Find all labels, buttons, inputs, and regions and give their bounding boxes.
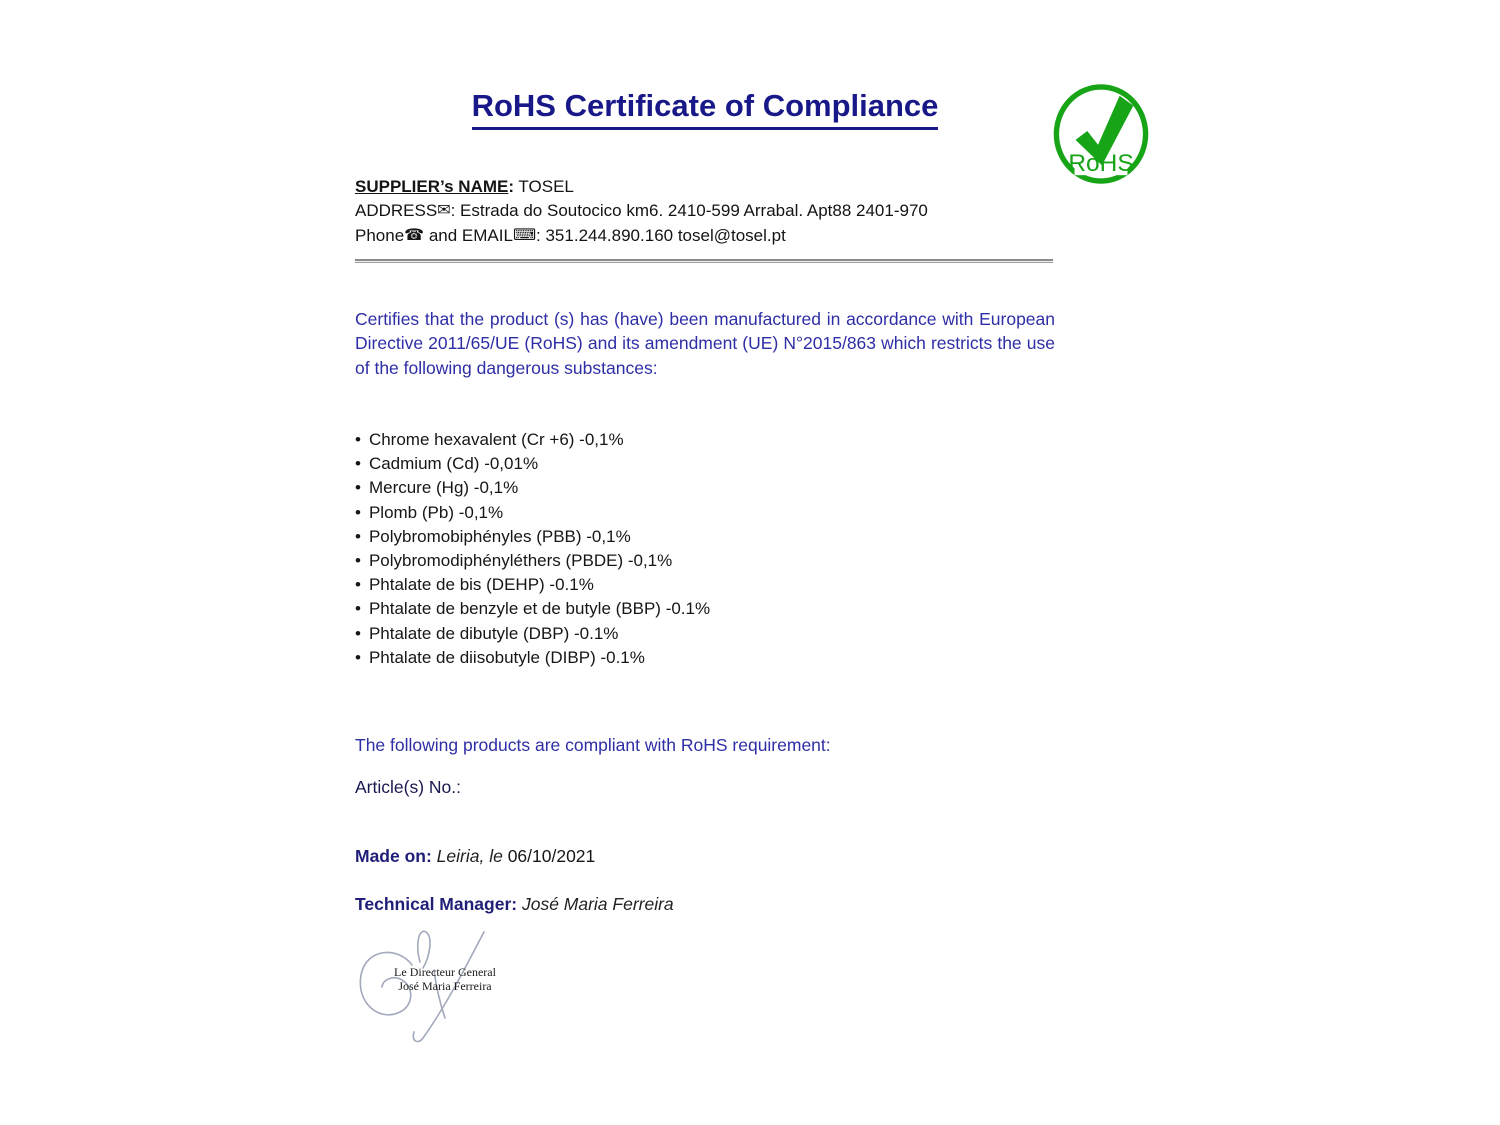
list-item: • Phtalate de diisobutyle (DIBP) -0.1% (355, 646, 710, 670)
made-on-label: Made on: (355, 846, 432, 866)
list-item: • Polybromobiphényles (PBB) -0,1% (355, 525, 710, 549)
compliance-line: The following products are compliant with RoHS requirement: (355, 735, 831, 755)
rohs-logo-graphic (1052, 82, 1150, 186)
signature-upper-loop (418, 931, 430, 968)
supplier-name-label: SUPPLIER’s NAME (355, 177, 509, 196)
certification-statement: Certifies that the product (s) has (have) been manufactured in accordance with European Directive 2011/65/UE (RoHS) and its amendment (UE) N°2015/863 which restricts the use of the following dangerous substances: (355, 309, 1055, 378)
divider-rule (355, 259, 1053, 263)
list-item: • Polybromodiphényléthers (PBDE) -0,1% (355, 549, 710, 573)
envelope-icon: ✉ (437, 202, 451, 219)
address-label: ADDRESS (355, 201, 438, 220)
technical-manager-name: José Maria Ferreira (517, 894, 674, 914)
signature-title: Le Directeur General (394, 965, 496, 979)
address-value: : Estrada do Soutocico km6. 2410-599 Arrabal. Apt88 2401-970 (450, 201, 928, 220)
supplier-name-value: TOSEL (514, 177, 574, 196)
supplier-name-line (355, 175, 928, 199)
technical-manager-line (355, 894, 674, 915)
supplier-name-colon: : (508, 177, 515, 196)
email-label: and EMAIL (424, 226, 513, 245)
supplier-block (355, 175, 928, 249)
phone-icon: ☎ (404, 227, 425, 244)
list-item: • Phtalate de benzyle et de butyle (BBP) -0.1% (355, 597, 710, 621)
contact-value: : 351.244.890.160 tosel@tosel.pt (536, 226, 786, 245)
page-title: RoHS Certificate of Compliance (472, 88, 939, 130)
list-item: • Phtalate de bis (DEHP) -0.1% (355, 573, 710, 597)
signature-name: José Maria Ferreira (398, 978, 492, 993)
supplier-contact-line (355, 224, 928, 249)
computer-icon: ⌨ (512, 227, 537, 244)
made-on-date: 06/10/2021 (507, 846, 596, 866)
list-item: • Cadmium (Cd) -0,01% (355, 452, 710, 476)
list-item: • Plomb (Pb) -0,1% (355, 501, 710, 525)
title-wrap (355, 88, 1055, 130)
logo-rohs-text: RoHS (1068, 150, 1134, 178)
rohs-logo (1052, 82, 1150, 186)
signature-text (384, 966, 506, 993)
technical-manager-label: Technical Manager: (355, 894, 518, 914)
made-on-line (355, 846, 595, 867)
list-item: • Mercure (Hg) -0,1% (355, 476, 710, 500)
made-on-place: Leiria, le (431, 846, 508, 866)
list-item: • Chrome hexavalent (Cr +6) -0,1% (355, 428, 710, 452)
substances-list (355, 428, 710, 670)
list-item: • Phtalate de dibutyle (DBP) -0.1% (355, 622, 710, 646)
phone-label: Phone (355, 226, 405, 245)
supplier-address-line (355, 199, 928, 224)
articles-line: Article(s) No.: (355, 777, 461, 797)
